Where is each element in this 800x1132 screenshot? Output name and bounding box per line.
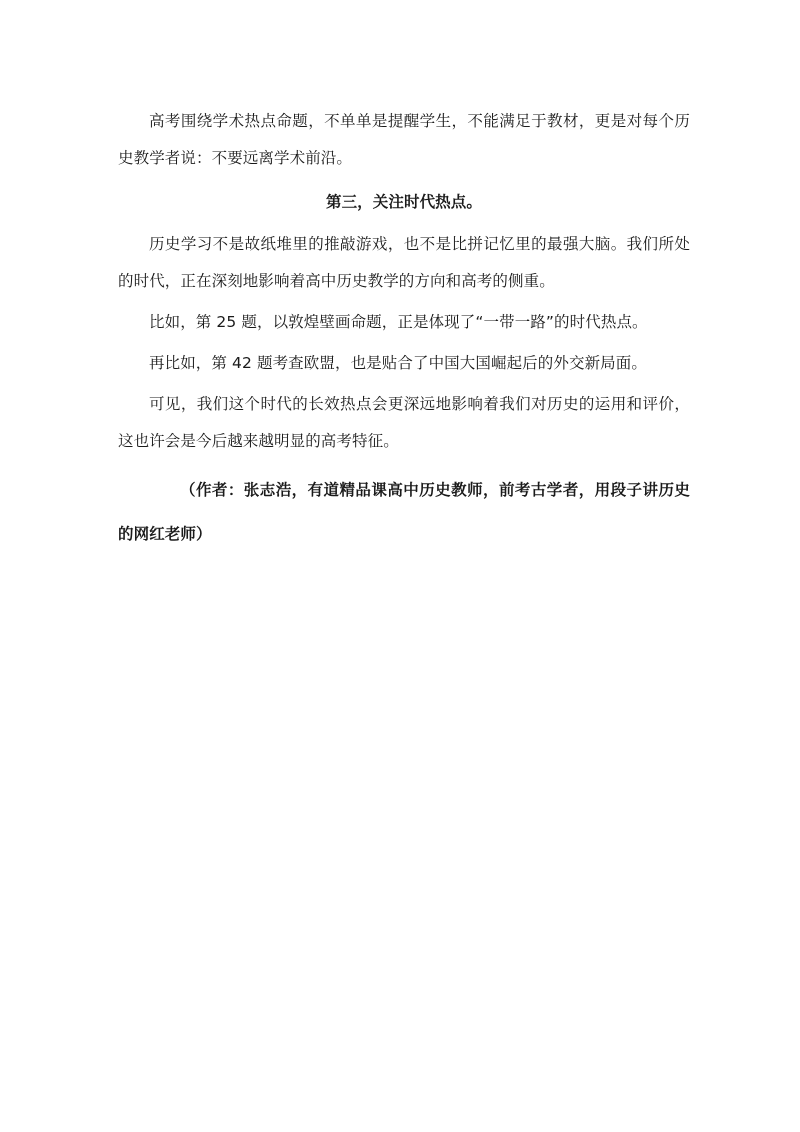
paragraph-conclusion: 可见，我们这个时代的长效热点会更深远地影响着我们对历史的运用和评价，这也许会是今后越来越明显的高考特征。 [118, 395, 690, 450]
document-body [118, 103, 690, 556]
author-byline: （作者：张志浩，有道精品课高中历史教师，前考古学者，用段子讲历史的网红老师） [118, 481, 690, 543]
paragraph-example-42: 再比如，第 42 题考查欧盟，也是贴合了中国大国崛起后的外交新局面。 [149, 354, 647, 372]
section-heading: 第三，关注时代热点。 [325, 193, 482, 211]
paragraph-academic-hotspots: 高考围绕学术热点命题，不单单是提醒学生，不能满足于教材，更是对每个历史教学者说：不要远离学术前沿。 [118, 112, 690, 167]
paragraph-example-25: 比如，第 25 题，以敦煌壁画命题，正是体现了“一带一路”的时代热点。 [149, 313, 648, 331]
paragraph-era-influence: 历史学习不是故纸堆里的推敲游戏，也不是比拼记忆里的最强大脑。我们所处的时代，正在深刻地影响着高中历史教学的方向和高考的侧重。 [118, 235, 690, 290]
